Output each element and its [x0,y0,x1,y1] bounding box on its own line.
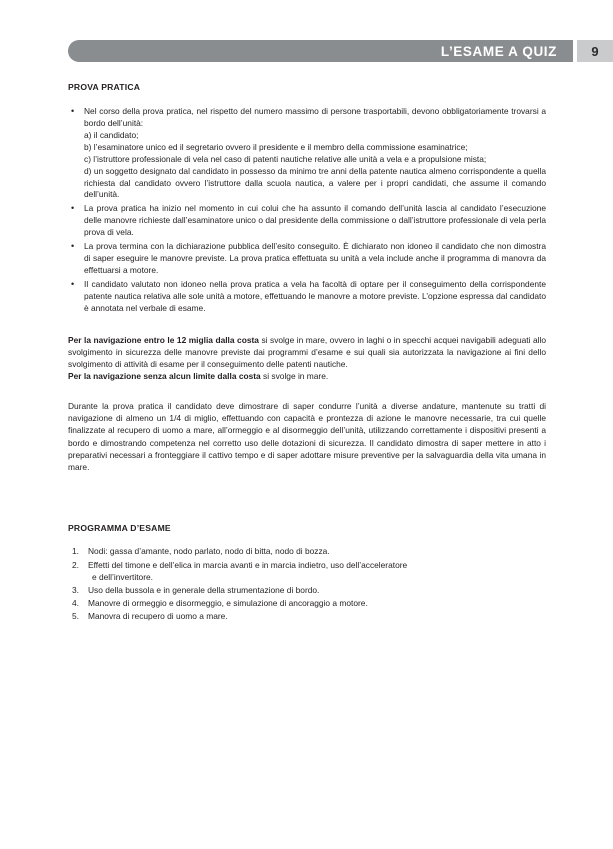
list-item [68,241,546,277]
bullet-intro-text: • Nel corso della prova pratica, nel rispetto del numero massimo di persone trasportabili, devono obbligatoriamente trovarsi a bordo dell’unità: [84,106,546,128]
navigation-paragraph-no-limit [68,370,546,382]
practical-test-description: Durante la prova pratica il candidato deve dimostrare di saper condurre l’unità a diverse andature, mantenute su tratti di navigazione di almeno un 1/4 di miglio, effettuando con capacità e prontezza di azione le manovre necessarie, tra cui quelle finalizzate al recupero di uomo a mare, all’ormeggio e al disormeggio dell’unità, utilizzando correttamente i dispositivi presenti a bordo e dimostrando competenza nel corretto uso delle dotazioni di sicurezza. Il candidato dimostra di saper mettere in atto i preparativi necessari a fronteggiare il cattivo tempo e di saper adottare misure preventive per la salvaguardia della vita umana in mare. [68,400,546,473]
page-number: 9 [591,43,599,59]
navigation-12-miles-label: Per la navigazione entro le 12 miglia dalla costa [68,334,259,345]
navigation-paragraph-12-miles [68,334,546,371]
program-item-text: Manovre di ormeggio e disormeggio, e simulazione di ancoraggio a motore. [88,598,368,609]
practical-exam-bullet-list [68,106,546,315]
list-item [68,203,546,239]
bullet-intro-text: • La prova pratica ha inizio nel momento in cui colui che ha assunto il comando dell’unità lascia al candidato l’esecuzione delle manovre richieste dall’esaminatore unico o dal presidente della commissione o dall’istruttore professionale di vela perla prova di vela. [84,203,546,238]
program-item-text: Nodi: gassa d’amante, nodo parlato, nodo di bitta, nodo di bozza. [88,546,330,557]
list-item [68,559,546,583]
list-item [68,279,546,315]
document-content [68,82,546,623]
page-number-badge [577,40,613,62]
bullet-intro-text: • La prova termina con la dichiarazione pubblica dell’esito conseguito. È dichiarato non idoneo il candidato che non dimostra di saper eseguire le manovre previste. La prova pratica effettuata su unità a vela include anche il programma di manovra da effettuarsi a motore. [84,241,546,275]
header-title-bar [68,40,573,62]
program-item-text: Manovra di recupero di uomo a mare. [88,611,228,622]
bullet-sub-item-b: b) l’esaminatore unico ed il segretario ovvero il presidente e il membro della commissione esaminatrice; [84,141,468,152]
bullet-intro-text: • Il candidato valutato non idoneo nella prova pratica a vela ha facoltà di optare per il conseguimento della corrispondente patente nautica relativa alle sole unità a motore, effettuando le manovre a motore previste. L’opzione espressa dal candidato è annotata nel verbale di esame. [84,278,546,313]
section-heading-programma-esame: PROGRAMMA D’ESAME [68,523,171,534]
bullet-sub-item-a: a) il candidato; [84,129,139,140]
list-item [68,584,546,596]
bullet-sub-item-d: d) un soggetto designato dal candidato in possesso da minimo tre anni della patente nautica almeno corrispondente a quella richiesta dal candidato ovvero l’istruttore dalla scuola nautica, a valere per i propri candidati, che assume il comando dell’unità. [84,165,546,200]
list-item [68,106,546,201]
page-title: L’ESAME A QUIZ [440,43,557,59]
navigation-12-miles-text: si svolge in mare, ovvero in laghi o in specchi acquei navigabili adeguati allo svolgimento in sicurezza delle manovre previste dai programmi d’esame e sui quali sia autorizzata la navigazione ai fini dello svolgimento di attività di esame per il conseguimento delle patenti nautiche. [68,334,546,370]
list-item [68,597,546,609]
page-header [68,40,613,62]
list-item [68,610,546,622]
program-item-text: Effetti del timone e dell’elica in marcia avanti e in marcia indietro, uso dell’acceleratore [88,559,408,570]
exam-program-list [68,545,546,622]
bullet-sub-item-c: c) l’istruttore professionale di vela nel caso di patenti nautiche relative alle unità a vela e a propulsione mista; [84,153,487,164]
list-item [68,545,546,557]
program-item-continuation: e dell’invertitore. [92,571,153,582]
program-item-text: Uso della bussola e in generale della strumentazione di bordo. [88,584,320,595]
navigation-no-limit-text: si svolge in mare. [260,371,329,382]
navigation-no-limit-label: Per la navigazione senza alcun limite dalla costa [68,371,261,382]
section-heading-prova-pratica: PROVA PRATICA [68,82,141,92]
